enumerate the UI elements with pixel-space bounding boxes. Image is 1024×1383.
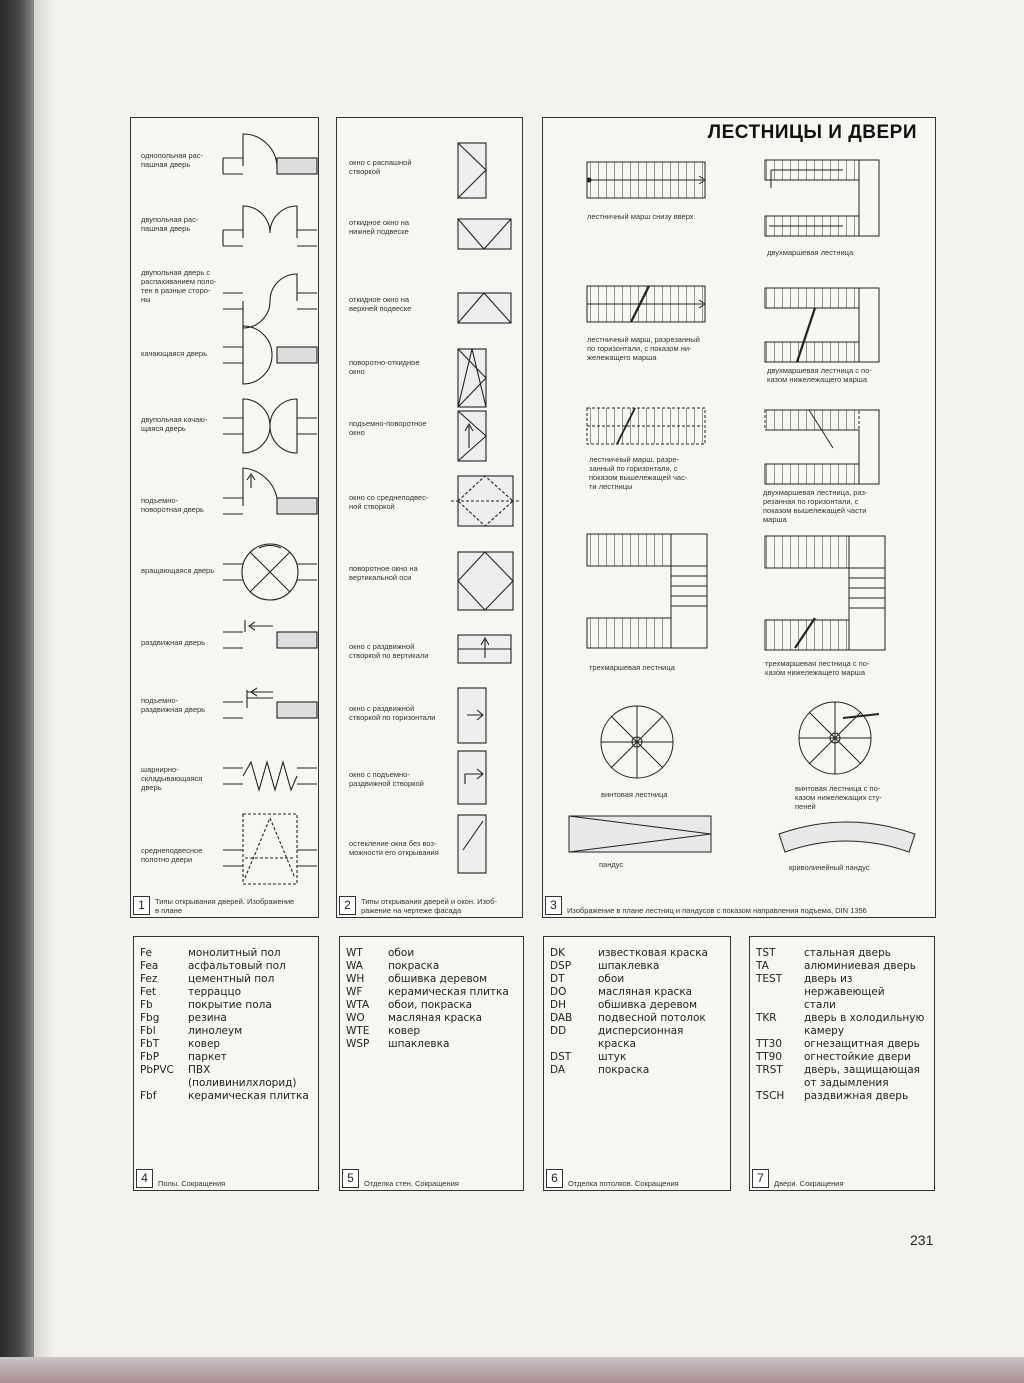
window-label: окно с раздвижной створкой по вертикали bbox=[349, 642, 429, 660]
figure-number: 5 bbox=[342, 1169, 359, 1188]
figure-number: 6 bbox=[546, 1169, 563, 1188]
abbreviation-description: обои, покраска bbox=[388, 999, 473, 1011]
abbreviation-code: TSCH bbox=[756, 1090, 785, 1102]
abbreviation-code: DT bbox=[550, 973, 565, 985]
two-flight-stair-symbol bbox=[765, 160, 879, 236]
abbreviation-description: дверь в холодильную камеру bbox=[804, 1012, 925, 1037]
caption-bar bbox=[340, 1168, 523, 1190]
abbreviation-code: TT90 bbox=[756, 1051, 783, 1063]
figure-caption: Типы открывания дверей и окон. Изоб- ражение на чертеже фасада bbox=[361, 897, 497, 915]
abbreviation-row bbox=[550, 1064, 726, 1077]
abbreviation-code: Fea bbox=[140, 960, 159, 972]
abbreviation-code: WA bbox=[346, 960, 363, 972]
cut-flight-symbol bbox=[587, 286, 705, 322]
window-label: остекление окна без воз- можности его открывания bbox=[349, 839, 439, 857]
abbreviation-description: огнезащитная дверь bbox=[804, 1038, 920, 1050]
figure-number: 2 bbox=[339, 896, 356, 915]
page-shadow bbox=[34, 0, 54, 1383]
stair-label: лестничный марш, разре- занный по горизонтали, с показом вышележащей час- ти лестницы bbox=[589, 455, 688, 491]
caption-bar bbox=[337, 895, 522, 917]
figure-caption: Полы. Сокращения bbox=[158, 1179, 226, 1188]
abbreviation-description: покраска bbox=[388, 960, 440, 972]
opposite-swing-door-symbol bbox=[223, 274, 317, 328]
horizontal-sliding-window-symbol bbox=[458, 688, 486, 743]
abbreviation-code: WH bbox=[346, 973, 365, 985]
abbreviation-code: FbT bbox=[140, 1038, 160, 1050]
curved-ramp-symbol bbox=[779, 822, 915, 852]
abbreviation-code: DST bbox=[550, 1051, 572, 1063]
abbreviation-row bbox=[756, 973, 930, 1012]
stair-label: двухмаршевая лестница, раз- резанная по горизонтали, с показом вышележащей части марша bbox=[763, 488, 868, 524]
abbreviation-row bbox=[756, 1051, 930, 1064]
door-label: качающаяся дверь bbox=[141, 349, 207, 358]
revolving-door-symbol bbox=[223, 544, 317, 600]
abbreviation-description: обои bbox=[598, 973, 625, 985]
abbreviation-description: шпаклевка bbox=[598, 960, 660, 972]
abbreviation-description: терраццо bbox=[188, 986, 242, 998]
abbreviation-list bbox=[140, 947, 314, 1103]
abbreviation-row bbox=[140, 1064, 314, 1090]
window-symbols bbox=[337, 118, 524, 919]
door-label: подъемно- поворотная дверь bbox=[141, 496, 204, 514]
lift-turn-window-symbol bbox=[458, 411, 486, 461]
abbreviation-row bbox=[346, 960, 519, 973]
stair-label: лестничный марш снизу вверх bbox=[587, 212, 694, 221]
window-label: окно со среднеподвес- ной створкой bbox=[349, 493, 429, 511]
abbreviation-row bbox=[140, 947, 314, 960]
abbreviation-description: ПВХ (поливинилхлорид) bbox=[188, 1064, 297, 1089]
stair-flight-symbol bbox=[587, 162, 705, 198]
figure-caption: Отделка стен. Сокращения bbox=[364, 1179, 459, 1188]
cut-two-flight-symbol bbox=[765, 288, 879, 362]
stair-symbols bbox=[543, 118, 937, 919]
panel-wall-abbreviations bbox=[339, 936, 524, 1191]
figure-caption: Отделка потолков. Сокращения bbox=[568, 1179, 679, 1188]
abbreviation-description: асфальтовый пол bbox=[188, 960, 286, 972]
abbreviation-row bbox=[346, 999, 519, 1012]
window-label: откидное окно на верхней подвеске bbox=[349, 295, 412, 313]
abbreviation-code: Fbg bbox=[140, 1012, 160, 1024]
door-label: раздвижная дверь bbox=[141, 638, 206, 647]
abbreviation-row bbox=[140, 1038, 314, 1051]
vertical-sliding-window-symbol bbox=[458, 635, 511, 663]
page-bottom-edge bbox=[0, 1357, 1024, 1383]
stair-label: трехмаршевая лестница bbox=[589, 663, 675, 672]
window-label: откидное окно на нижней подвеске bbox=[349, 218, 410, 236]
abbreviation-code: TEST bbox=[756, 973, 783, 985]
abbreviation-code: TST bbox=[756, 947, 776, 959]
stair-label: винтовая лестница с по- казом нижележащих сту- пеней bbox=[795, 784, 882, 811]
abbreviation-list bbox=[346, 947, 519, 1051]
abbreviation-code: TRST bbox=[756, 1064, 783, 1076]
abbreviation-row bbox=[346, 1025, 519, 1038]
abbreviation-description: шпаклевка bbox=[388, 1038, 450, 1050]
abbreviation-description: керамическая плитка bbox=[388, 986, 509, 998]
folding-door-symbol bbox=[223, 762, 317, 790]
abbreviation-description: монолитный пол bbox=[188, 947, 281, 959]
window-label: окно с подъемно- раздвижной створкой bbox=[349, 770, 424, 788]
abbreviation-code: WTE bbox=[346, 1025, 370, 1037]
caption-bar bbox=[544, 1168, 730, 1190]
window-label: окно с раздвижной створкой по горизонтали bbox=[349, 704, 436, 722]
abbreviation-row bbox=[550, 999, 726, 1012]
abbreviation-description: штук bbox=[598, 1051, 627, 1063]
abbreviation-description: покрытие пола bbox=[188, 999, 272, 1011]
abbreviation-row bbox=[550, 973, 726, 986]
door-label: двупольная качаю- щаяся дверь bbox=[141, 415, 208, 433]
abbreviation-row bbox=[140, 1051, 314, 1064]
abbreviation-code: DO bbox=[550, 986, 567, 998]
abbreviation-code: FbP bbox=[140, 1051, 160, 1063]
abbreviation-row bbox=[550, 1012, 726, 1025]
abbreviation-description: подвесной потолок bbox=[598, 1012, 706, 1024]
abbreviation-code: WF bbox=[346, 986, 363, 998]
panel-window-types bbox=[336, 117, 523, 918]
abbreviation-code: TKR bbox=[756, 1012, 777, 1024]
stair-label: двухмаршевая лестница с по- казом нижележащего марша bbox=[767, 366, 872, 384]
abbreviation-row bbox=[346, 947, 519, 960]
abbreviation-row bbox=[140, 999, 314, 1012]
abbreviation-description: покраска bbox=[598, 1064, 650, 1076]
abbreviation-description: обшивка деревом bbox=[388, 973, 488, 985]
abbreviation-code: WT bbox=[346, 947, 363, 959]
window-label: поворотно-откидное окно bbox=[349, 358, 420, 376]
abbreviation-code: WO bbox=[346, 1012, 365, 1024]
abbreviation-row bbox=[346, 1038, 519, 1051]
abbreviation-row bbox=[756, 1090, 930, 1103]
door-label: среднеподвесное полотно двери bbox=[141, 846, 203, 864]
lift-sliding-window-symbol bbox=[458, 751, 486, 804]
figure-caption: Двери. Сокращения bbox=[774, 1179, 844, 1188]
caption-bar bbox=[131, 895, 318, 917]
abbreviation-row bbox=[550, 1051, 726, 1064]
abbreviation-description: паркет bbox=[188, 1051, 227, 1063]
abbreviation-code: WTA bbox=[346, 999, 370, 1011]
abbreviation-description: стальная дверь bbox=[804, 947, 891, 959]
double-swing-door-symbol bbox=[223, 206, 317, 246]
abbreviation-description: масляная краска bbox=[388, 1012, 483, 1024]
abbreviation-code: Fbl bbox=[140, 1025, 156, 1037]
abbreviation-row bbox=[756, 1038, 930, 1051]
abbreviation-description: раздвижная дверь bbox=[804, 1090, 909, 1102]
stair-label: криволинейный пандус bbox=[789, 863, 870, 872]
abbreviation-row bbox=[756, 1012, 930, 1038]
abbreviation-row bbox=[140, 973, 314, 986]
window-label: подъемно-поворотное окно bbox=[349, 419, 427, 437]
page-number: 231 bbox=[910, 1232, 934, 1248]
abbreviation-row bbox=[550, 947, 726, 960]
page-title: ЛЕСТНИЦЫ И ДВЕРИ bbox=[707, 122, 917, 143]
single-swing-door-symbol bbox=[223, 134, 317, 174]
figure-caption: Типы открывания дверей. Изображение в плане bbox=[155, 897, 295, 915]
abbreviation-row bbox=[140, 986, 314, 999]
cut-two-flight-upper-symbol bbox=[765, 410, 879, 484]
spiral-stair-lower-symbol bbox=[799, 702, 879, 774]
fixed-glazing-symbol bbox=[458, 815, 486, 873]
panel-door-types bbox=[130, 117, 319, 918]
panel-door-abbreviations bbox=[749, 936, 935, 1191]
abbreviation-row bbox=[140, 1025, 314, 1038]
abbreviation-code: Fez bbox=[140, 973, 158, 985]
door-label: двупольная дверь с распахиванием поло- тен в разные сторо- ны bbox=[141, 268, 217, 304]
door-symbols bbox=[131, 118, 320, 919]
abbreviation-code: Fet bbox=[140, 986, 157, 998]
figure-number: 3 bbox=[545, 896, 562, 915]
abbreviation-description: дверь из нержавеющей стали bbox=[804, 973, 885, 1011]
abbreviation-row bbox=[550, 986, 726, 999]
caption-bar bbox=[750, 1168, 934, 1190]
abbreviation-code: WSP bbox=[346, 1038, 370, 1050]
figure-number: 1 bbox=[133, 896, 150, 915]
abbreviation-code: TA bbox=[756, 960, 769, 972]
abbreviation-row bbox=[756, 1064, 930, 1090]
caption-bar bbox=[543, 895, 935, 917]
center-pivot-window-symbol bbox=[451, 476, 520, 526]
figure-number: 7 bbox=[752, 1169, 769, 1188]
book-binding bbox=[0, 0, 34, 1383]
abbreviation-description: резина bbox=[188, 1012, 227, 1024]
three-flight-stair-lower-symbol bbox=[765, 536, 885, 650]
abbreviation-row bbox=[346, 1012, 519, 1025]
double-swinging-door-symbol bbox=[223, 399, 317, 453]
abbreviation-code: Fbf bbox=[140, 1090, 157, 1102]
lift-pivot-door-symbol bbox=[223, 468, 317, 514]
panel-ceiling-abbreviations bbox=[543, 936, 731, 1191]
abbreviation-code: DA bbox=[550, 1064, 566, 1076]
abbreviation-description: керамическая плитка bbox=[188, 1090, 309, 1102]
abbreviation-code: DK bbox=[550, 947, 565, 959]
caption-bar bbox=[134, 1168, 318, 1190]
lift-sliding-door-symbol bbox=[223, 688, 317, 718]
abbreviation-row bbox=[140, 1012, 314, 1025]
abbreviation-code: TT30 bbox=[756, 1038, 783, 1050]
abbreviation-code: PbPVC bbox=[140, 1064, 174, 1076]
abbreviation-description: ковер bbox=[388, 1025, 421, 1037]
swinging-door-symbol bbox=[223, 326, 317, 384]
abbreviation-list bbox=[756, 947, 930, 1103]
stair-label: пандус bbox=[599, 860, 624, 869]
abbreviation-description: дисперсионная краска bbox=[598, 1025, 684, 1050]
abbreviation-description: огнестойкие двери bbox=[804, 1051, 911, 1063]
door-label: двупольная рас- пашная дверь bbox=[141, 215, 199, 233]
cut-flight-upper-symbol bbox=[587, 408, 705, 444]
abbreviation-row bbox=[756, 960, 930, 973]
abbreviation-description: алюминиевая дверь bbox=[804, 960, 916, 972]
abbreviation-row bbox=[550, 960, 726, 973]
abbreviation-code: DH bbox=[550, 999, 566, 1011]
abbreviation-description: обшивка деревом bbox=[598, 999, 698, 1011]
abbreviation-row bbox=[550, 1025, 726, 1051]
spiral-stair-symbol bbox=[601, 706, 673, 778]
sliding-door-symbol bbox=[223, 620, 317, 648]
window-label: окно с распашной створкой bbox=[349, 158, 412, 176]
tilt-turn-window-symbol bbox=[458, 349, 486, 407]
panel-floor-abbreviations bbox=[133, 936, 319, 1191]
top-hung-window-symbol bbox=[458, 293, 511, 323]
door-label: шарнирно- складывающаяся дверь bbox=[141, 765, 203, 792]
center-pivot-door-symbol bbox=[223, 814, 317, 884]
panel-stairs bbox=[542, 117, 936, 918]
abbreviation-description: обои bbox=[388, 947, 415, 959]
three-flight-stair-symbol bbox=[587, 534, 707, 648]
door-label: однопольная рас- пашная дверь bbox=[141, 151, 204, 169]
window-label: поворотное окно на вертикальной оси bbox=[349, 564, 418, 582]
door-label: подъемно- раздвижная дверь bbox=[141, 696, 206, 714]
door-label: вращающаяся дверь bbox=[141, 566, 215, 575]
abbreviation-code: Fe bbox=[140, 947, 152, 959]
figure-caption: Изображение в плане лестниц и пандусов с показом направления подъема, DIN 1356 bbox=[567, 906, 867, 915]
abbreviation-row bbox=[140, 960, 314, 973]
abbreviation-list bbox=[550, 947, 726, 1077]
bottom-hung-window-symbol bbox=[458, 219, 511, 249]
ramp-symbol bbox=[569, 816, 711, 852]
abbreviation-description: линолеум bbox=[188, 1025, 243, 1037]
casement-window-symbol bbox=[458, 143, 486, 198]
abbreviation-code: Fb bbox=[140, 999, 153, 1011]
abbreviation-description: ковер bbox=[188, 1038, 221, 1050]
abbreviation-code: DD bbox=[550, 1025, 567, 1037]
abbreviation-code: DAB bbox=[550, 1012, 573, 1024]
stair-label: винтовая лестница bbox=[601, 790, 668, 799]
abbreviation-description: известковая краска bbox=[598, 947, 708, 959]
abbreviation-description: дверь, защищающая от задымления bbox=[804, 1064, 920, 1089]
abbreviation-row bbox=[140, 1090, 314, 1103]
stair-label: трехмаршевая лестница с по- казом нижележащего марша bbox=[765, 659, 870, 677]
abbreviation-row bbox=[756, 947, 930, 960]
abbreviation-row bbox=[346, 973, 519, 986]
stair-label: лестничный марш, разрезанный по горизонтали, с показом ни- жележащего марша bbox=[587, 335, 700, 362]
vertical-pivot-window-symbol bbox=[458, 552, 513, 610]
abbreviation-row bbox=[346, 986, 519, 999]
abbreviation-description: масляная краска bbox=[598, 986, 693, 998]
stair-label: двухмаршевая лестница bbox=[767, 248, 854, 257]
abbreviation-code: DSP bbox=[550, 960, 572, 972]
figure-number: 4 bbox=[136, 1169, 153, 1188]
abbreviation-description: цементный пол bbox=[188, 973, 275, 985]
